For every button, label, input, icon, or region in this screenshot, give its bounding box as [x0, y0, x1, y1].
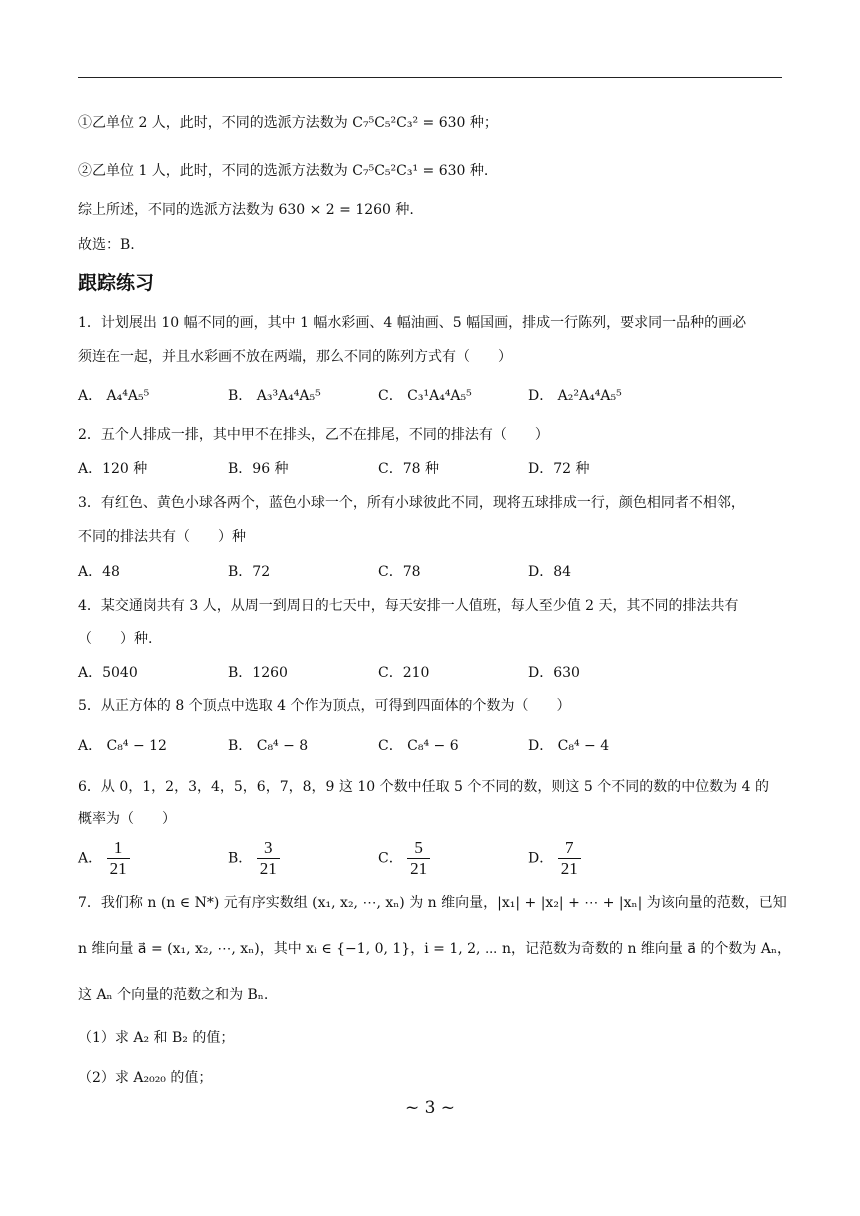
question-1-option-a: A． A₄⁴A₅⁵ [78, 388, 150, 404]
question-1-option-c: C． C₃¹A₄⁴A₅⁵ [378, 388, 472, 404]
question-1-stem-1: 1．计划展出 10 幅不同的画，其中 1 幅水彩画、4 幅油画、5 幅国画，排成一行陈列，要求同一品种的画必 [78, 315, 747, 331]
question-3-stem-2: 不同的排法共有（ ）种 [78, 529, 246, 545]
numerator: 5 [414, 838, 423, 857]
question-7-stem-1: 7．我们称 n (n ∈ N*) 元有序实数组 (x₁, x₂, ⋯, xₙ) 为 n 维向量，|x₁| + |x₂| + ⋯ + |xₙ| 为该向量的范数，已知 [78, 895, 787, 911]
question-7-part-2: （2）求 A₂₀₂₀ 的值； [78, 1070, 213, 1086]
question-6-stem-2: 概率为（ ） [78, 811, 176, 827]
denominator: 21 [407, 858, 430, 879]
question-5-option-c: C． C₈⁴ − 6 [378, 738, 459, 754]
question-5-option-a: A． C₈⁴ − 12 [78, 738, 167, 754]
question-2-option-a: A．120 种 [78, 461, 148, 477]
question-4-option-b: B．1260 [228, 665, 288, 681]
question-5-option-d: D． C₈⁴ − 4 [528, 738, 610, 754]
question-3-option-c: C．78 [378, 564, 421, 580]
option-label: A． [78, 850, 103, 867]
section-title: 跟踪练习 [78, 272, 155, 294]
question-1-option-d: D． A₂²A₄⁴A₅⁵ [528, 388, 622, 404]
question-5-stem: 5．从正方体的 8 个顶点中选取 4 个作为顶点，可得到四面体的个数为（ ） [78, 698, 571, 714]
question-6-option-d [528, 838, 581, 879]
question-2-option-b: B．96 种 [228, 461, 289, 477]
question-3-option-b: B．72 [228, 564, 271, 580]
question-4-option-a: A．5040 [78, 665, 138, 681]
question-4-option-c: C．210 [378, 665, 430, 681]
question-4-stem-2: （ ）种. [78, 631, 153, 647]
question-3-stem-1: 3．有红色、黄色小球各两个，蓝色小球一个，所有小球彼此不同，现将五球排成一行，颜色相同者不相邻， [78, 495, 745, 511]
question-5-option-b: B． C₈⁴ − 8 [228, 738, 309, 754]
numerator: 1 [113, 838, 123, 857]
solution-summary: 综上所述，不同的选派方法数为 630 × 2 = 1260 种. [78, 202, 414, 218]
option-label: C． [378, 850, 403, 867]
question-3-option-a: A．48 [78, 564, 120, 580]
fraction [558, 838, 581, 879]
question-2-stem: 2．五个人排成一排，其中甲不在排头，乙不在排尾，不同的排法有（ ） [78, 427, 549, 443]
answer-line: 故选：B. [78, 237, 135, 253]
option-label: B． [228, 850, 253, 867]
question-6-option-a [78, 838, 130, 879]
question-6-option-b [228, 838, 280, 879]
question-2-option-d: D．72 种 [528, 461, 590, 477]
question-7-stem-3: 这 Aₙ 个向量的范数之和为 Bₙ. [78, 987, 269, 1003]
question-7-stem-2: n 维向量 a⃗ = (x₁, x₂, ⋯, xₙ)，其中 xᵢ ∈ {−1, 0, 1}，i = 1, 2, ⋯ n，记范数为奇数的 n 维向量 a⃗ 的个数为 Aₙ， [78, 941, 792, 957]
denominator: 21 [107, 858, 130, 879]
question-3-option-d: D．84 [528, 564, 572, 580]
fraction [407, 838, 430, 879]
question-7-part-1: （1）求 A₂ 和 B₂ 的值； [78, 1030, 235, 1046]
denominator: 21 [257, 858, 280, 879]
page-number: ~ 3 ~ [404, 1098, 456, 1118]
solution-line-2: ②乙单位 1 人，此时，不同的选派方法数为 C₇⁵C₅²C₃¹ = 630 种. [78, 163, 489, 179]
numerator: 3 [264, 838, 273, 857]
fraction [257, 838, 280, 879]
denominator: 21 [558, 858, 581, 879]
fraction [107, 838, 130, 879]
question-1-stem-2: 须连在一起，并且水彩画不放在两端，那么不同的陈列方式有（ ） [78, 349, 512, 365]
question-4-option-d: D．630 [528, 665, 580, 681]
numerator: 7 [564, 838, 574, 857]
question-1-option-b: B． A₃³A₄⁴A₅⁵ [228, 388, 321, 404]
question-6-stem-1: 6．从 0，1，2，3，4，5，6，7，8，9 这 10 个数中任取 5 个不同的数，则这 5 个不同的数的中位数为 4 的 [78, 779, 770, 795]
solution-line-1: ①乙单位 2 人，此时，不同的选派方法数为 C₇⁵C₅²C₃² = 630 种； [78, 115, 498, 131]
option-label: D． [528, 850, 554, 867]
question-6-option-c [378, 838, 430, 879]
question-2-option-c: C．78 种 [378, 461, 439, 477]
header-rule [78, 77, 782, 78]
question-4-stem-1: 4．某交通岗共有 3 人，从周一到周日的七天中，每天安排一人值班，每人至少值 2 天，其不同的排法共有 [78, 598, 739, 614]
